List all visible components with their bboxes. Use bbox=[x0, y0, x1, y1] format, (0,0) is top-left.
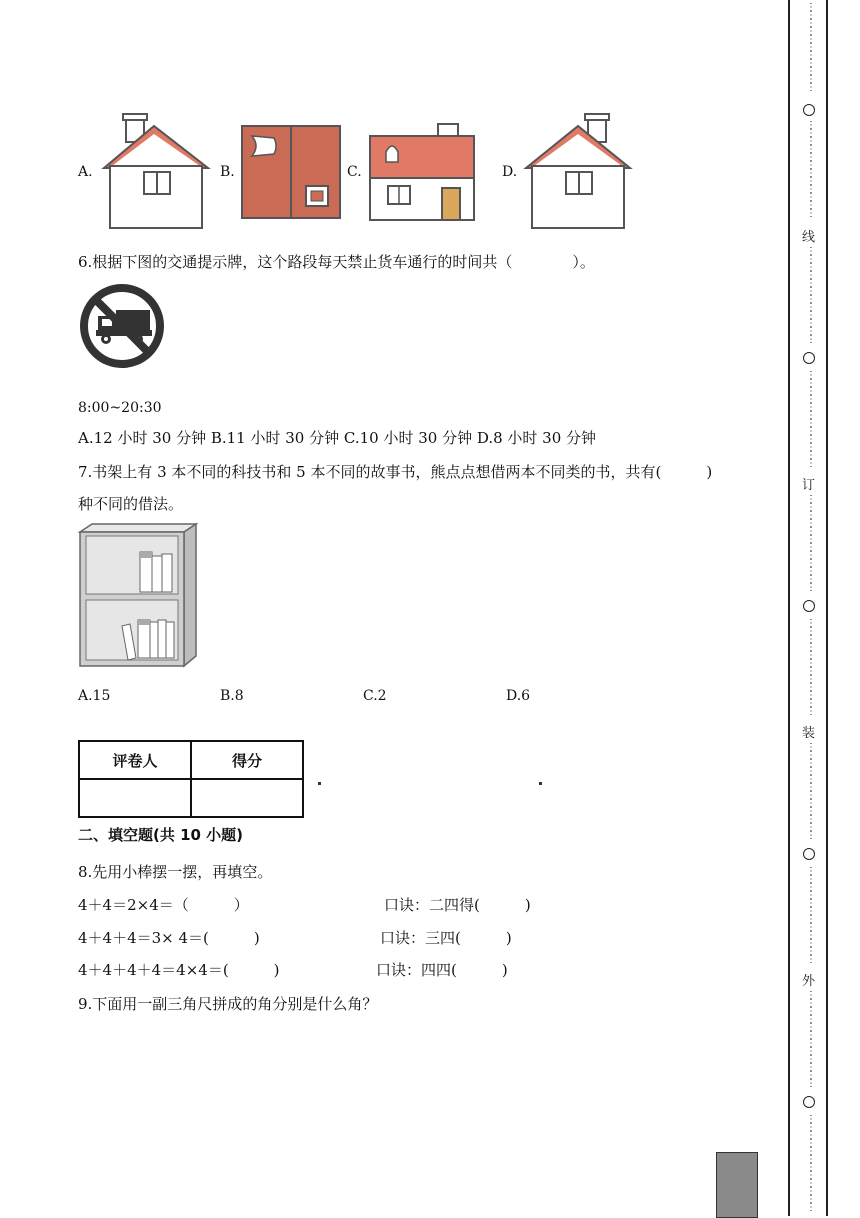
binding-hole-icon bbox=[803, 104, 815, 116]
binding-line-left bbox=[788, 0, 790, 1216]
question-7-option-c: C.2 bbox=[363, 688, 387, 704]
grader-header: 评卷人 bbox=[79, 741, 191, 779]
no-trucks-sign-icon bbox=[78, 282, 168, 372]
page-marker-box bbox=[716, 1152, 758, 1218]
house-front-view-a-icon bbox=[98, 112, 214, 232]
binding-char-zhuang: 装 bbox=[802, 726, 816, 741]
question-7-option-b: B.8 bbox=[220, 688, 244, 704]
question-7-option-d: D.6 bbox=[506, 688, 531, 704]
grader-score-table bbox=[78, 740, 304, 818]
binding-dots: ⋮ ⋮ ⋮ ⋮ ⋮ ⋮ ⋮ ⋮ ⋮ ⋮ ⋮ ⋮ bbox=[806, 494, 816, 593]
score-cell[interactable] bbox=[191, 779, 303, 817]
binding-dots: ⋮ ⋮ ⋮ ⋮ ⋮ ⋮ ⋮ ⋮ ⋮ ⋮ ⋮ ⋮ bbox=[806, 1114, 816, 1213]
option-d-label: D. bbox=[502, 164, 518, 180]
binding-dots: ⋮ ⋮ ⋮ ⋮ ⋮ ⋮ ⋮ ⋮ ⋮ ⋮ ⋮ ⋮ bbox=[806, 120, 816, 219]
binding-line-right bbox=[826, 0, 828, 1216]
binding-char-xian: 线 bbox=[802, 230, 816, 245]
q8-rhyme-1: 口诀：二四得( ) bbox=[384, 896, 531, 914]
section-2-title: 二、填空题(共 10 小题) bbox=[78, 826, 244, 844]
binding-dots: ⋮ ⋮ ⋮ ⋮ ⋮ ⋮ ⋮ ⋮ ⋮ ⋮ ⋮ ⋮ bbox=[806, 246, 816, 345]
binding-dots: ⋮ ⋮ ⋮ ⋮ ⋮ ⋮ ⋮ ⋮ ⋮ ⋮ ⋮ ⋮ bbox=[806, 742, 816, 841]
question-6-text: 6.根据下图的交通提示牌，这个路段每天禁止货车通行的时间共（ ）。 bbox=[78, 253, 595, 271]
binding-hole-icon bbox=[803, 1096, 815, 1108]
binding-char-wai: 外 bbox=[802, 974, 816, 989]
time-range-label: 8:00~20:30 bbox=[78, 400, 162, 416]
question-6-options: A.12 小时 30 分钟 B.11 小时 30 分钟 C.10 小时 30 分钟 D.8 小时 30 分钟 bbox=[78, 429, 597, 447]
question-7-text-line2: 种不同的借法。 bbox=[78, 495, 184, 513]
binding-dots: ⋮ ⋮ ⋮ ⋮ ⋮ ⋮ ⋮ ⋮ ⋮ ⋮ ⋮ ⋮ bbox=[806, 370, 816, 469]
q8-expression-1: 4＋4＝2×4＝（ ） bbox=[78, 896, 249, 914]
binding-dots: ⋮ ⋮ ⋮ ⋮ ⋮ ⋮ ⋮ ⋮ ⋮ ⋮ ⋮ ⋮ bbox=[806, 866, 816, 965]
question-9-text: 9.下面用一副三角尺拼成的角分别是什么角？ bbox=[78, 995, 378, 1013]
binding-hole-icon bbox=[803, 352, 815, 364]
question-7-option-a: A.15 bbox=[78, 688, 111, 704]
binding-dots: ⋮ ⋮ ⋮ ⋮ ⋮ ⋮ ⋮ ⋮ ⋮ ⋮ ⋮ bbox=[806, 2, 816, 93]
question-7-text-line1: 7.书架上有 3 本不同的科技书和 5 本不同的故事书，熊点点想借两本不同类的书，共有( ) bbox=[78, 463, 713, 481]
option-c-label: C. bbox=[347, 164, 362, 180]
option-b-label: B. bbox=[220, 164, 235, 180]
q8-expression-3: 4＋4＋4＋4＝4×4＝( ) bbox=[78, 961, 280, 979]
binding-char-ding: 订 bbox=[802, 478, 816, 493]
dot-mark bbox=[318, 782, 321, 785]
grader-cell[interactable] bbox=[79, 779, 191, 817]
binding-dots: ⋮ ⋮ ⋮ ⋮ ⋮ ⋮ ⋮ ⋮ ⋮ ⋮ ⋮ ⋮ bbox=[806, 618, 816, 717]
bookshelf-icon bbox=[78, 522, 198, 668]
binding-hole-icon bbox=[803, 600, 815, 612]
house-top-view-b-icon bbox=[240, 124, 344, 220]
dot-mark bbox=[539, 782, 542, 785]
binding-strip bbox=[800, 0, 820, 1216]
house-side-view-c-icon bbox=[366, 122, 478, 222]
option-a-label: A. bbox=[78, 164, 93, 180]
house-front-view-d-icon bbox=[522, 112, 638, 232]
q8-rhyme-2: 口诀：三四( ) bbox=[380, 929, 512, 947]
binding-hole-icon bbox=[803, 848, 815, 860]
question-8-text: 8.先用小棒摆一摆，再填空。 bbox=[78, 863, 273, 881]
q8-rhyme-3: 口诀：四四( ) bbox=[376, 961, 508, 979]
score-header: 得分 bbox=[191, 741, 303, 779]
binding-dots: ⋮ ⋮ ⋮ ⋮ ⋮ ⋮ ⋮ ⋮ ⋮ ⋮ ⋮ ⋮ bbox=[806, 990, 816, 1089]
q8-expression-2: 4＋4＋4＝3× 4＝( ) bbox=[78, 929, 260, 947]
